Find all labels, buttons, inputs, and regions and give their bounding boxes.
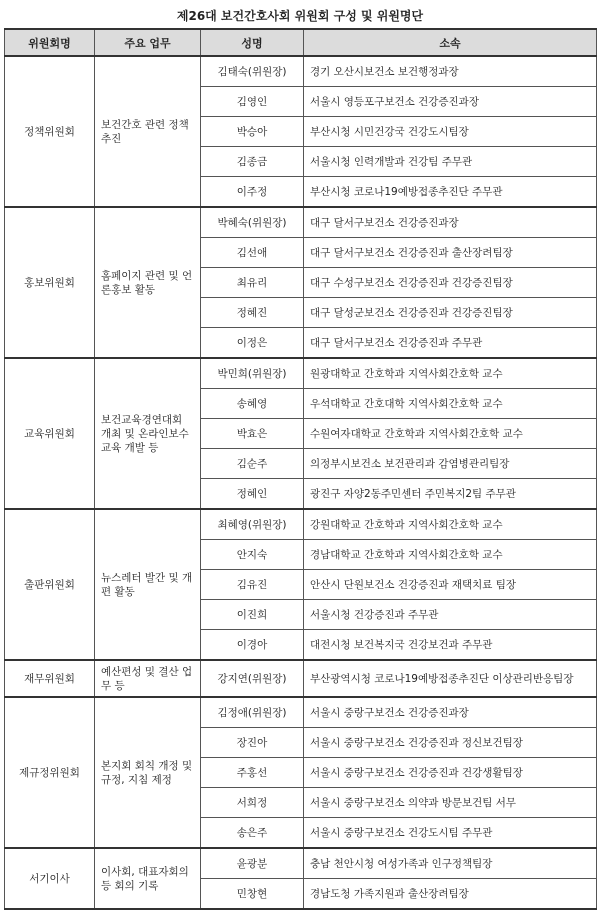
member-name: 이주정 [201, 177, 304, 208]
header-committee: 위원회명 [5, 29, 95, 56]
member-name: 이정은 [201, 328, 304, 359]
committee-name: 홍보위원회 [5, 207, 95, 358]
header-name: 성명 [201, 29, 304, 56]
member-affiliation: 대구 달서구보건소 건강증진과 주무관 [304, 328, 597, 359]
group-regulations [5, 697, 597, 848]
member-affiliation: 서울시 중랑구보건소 건강증진과 건강생활팀장 [304, 758, 597, 788]
table-row [5, 509, 597, 540]
member-affiliation: 대구 수성구보건소 건강증진과 건강증진팀장 [304, 268, 597, 298]
committee-duty: 뉴스레터 발간 및 개편 활동 [95, 509, 201, 660]
member-name: 김순주 [201, 449, 304, 479]
table-row [5, 660, 597, 697]
member-name: 정혜인 [201, 479, 304, 510]
group-policy [5, 56, 597, 207]
member-affiliation: 경기 오산시보건소 보건행정과장 [304, 56, 597, 87]
member-affiliation: 경남도청 가족지원과 출산장려팀장 [304, 879, 597, 910]
header-row [5, 29, 597, 56]
committee-duty: 홈페이지 관련 및 언론홍보 활동 [95, 207, 201, 358]
committee-duty: 본지회 회칙 개정 및 규정, 지침 제정 [95, 697, 201, 848]
header-affiliation: 소속 [304, 29, 597, 56]
member-name: 송혜영 [201, 389, 304, 419]
member-name: 김영인 [201, 87, 304, 117]
committee-table [4, 28, 597, 910]
table-row [5, 358, 597, 389]
member-name: 서희정 [201, 788, 304, 818]
table-row [5, 848, 597, 879]
member-affiliation: 원광대학교 간호학과 지역사회간호학 교수 [304, 358, 597, 389]
committee-duty: 보건간호 관련 정책 추진 [95, 56, 201, 207]
member-name: 안지숙 [201, 540, 304, 570]
member-affiliation: 서울시 중랑구보건소 건강증진과 정신보건팀장 [304, 728, 597, 758]
member-name: 강지연(위원장) [201, 660, 304, 697]
member-name: 최유리 [201, 268, 304, 298]
committee-name: 서기이사 [5, 848, 95, 909]
member-name: 송은주 [201, 818, 304, 849]
member-affiliation: 서울시청 건강증진과 주무관 [304, 600, 597, 630]
member-affiliation: 의정부시보건소 보건관리과 감염병관리팀장 [304, 449, 597, 479]
group-finance [5, 660, 597, 697]
member-name: 박민희(위원장) [201, 358, 304, 389]
member-name: 이경아 [201, 630, 304, 661]
committee-name: 제규정위원회 [5, 697, 95, 848]
member-name: 민창현 [201, 879, 304, 910]
member-affiliation: 부산시청 시민건강국 건강도시팀장 [304, 117, 597, 147]
member-affiliation: 서울시 중랑구보건소 건강증진과장 [304, 697, 597, 728]
committee-duty: 보건교육경연대회 개최 및 온라인보수교육 개발 등 [95, 358, 201, 509]
member-name: 박혜숙(위원장) [201, 207, 304, 238]
group-pr [5, 207, 597, 358]
member-affiliation: 서울시 중랑구보건소 건강도시팀 주무관 [304, 818, 597, 849]
member-affiliation: 서울시 중랑구보건소 의약과 방문보건팀 서무 [304, 788, 597, 818]
member-name: 김유진 [201, 570, 304, 600]
table-row [5, 697, 597, 728]
member-name: 김태숙(위원장) [201, 56, 304, 87]
member-name: 최혜영(위원장) [201, 509, 304, 540]
member-name: 장진아 [201, 728, 304, 758]
member-affiliation: 강원대학교 간호학과 지역사회간호학 교수 [304, 509, 597, 540]
member-affiliation: 광진구 자양2동주민센터 주민복지2팀 주무관 [304, 479, 597, 510]
committee-name: 교육위원회 [5, 358, 95, 509]
member-affiliation: 대구 달성군보건소 건강증진과 건강증진팀장 [304, 298, 597, 328]
group-publishing [5, 509, 597, 660]
member-affiliation: 수원여자대학교 간호학과 지역사회간호학 교수 [304, 419, 597, 449]
member-affiliation: 대구 달서구보건소 건강증진과장 [304, 207, 597, 238]
member-affiliation: 경남대학교 간호학과 지역사회간호학 교수 [304, 540, 597, 570]
group-secretary [5, 848, 597, 909]
member-name: 주홍선 [201, 758, 304, 788]
member-affiliation: 부산시청 코로나19예방접종추진단 주무관 [304, 177, 597, 208]
group-education [5, 358, 597, 509]
member-name: 이진희 [201, 600, 304, 630]
member-affiliation: 충남 천안시청 여성가족과 인구정책팀장 [304, 848, 597, 879]
member-affiliation: 안산시 단원보건소 건강증진과 재택치료 팀장 [304, 570, 597, 600]
member-name: 김정애(위원장) [201, 697, 304, 728]
table-row [5, 207, 597, 238]
member-name: 김선애 [201, 238, 304, 268]
member-affiliation: 서울시청 인력개발과 건강팀 주무관 [304, 147, 597, 177]
header-duty: 주요 업무 [95, 29, 201, 56]
member-name: 김종금 [201, 147, 304, 177]
member-affiliation: 서울시 영등포구보건소 건강증진과장 [304, 87, 597, 117]
committee-name: 출판위원회 [5, 509, 95, 660]
committee-name: 정책위원회 [5, 56, 95, 207]
member-name: 정혜진 [201, 298, 304, 328]
committee-duty: 이사회, 대표자회의 등 회의 기록 [95, 848, 201, 909]
committee-name: 재무위원회 [5, 660, 95, 697]
member-name: 박효은 [201, 419, 304, 449]
committee-duty: 예산편성 및 결산 업무 등 [95, 660, 201, 697]
member-affiliation: 부산광역시청 코로나19예방접종추진단 이상관리반응팀장 [304, 660, 597, 697]
document-title: 제26대 보건간호사회 위원회 구성 및 위원명단 [176, 9, 424, 23]
member-affiliation: 우석대학교 간호대학 지역사회간호학 교수 [304, 389, 597, 419]
member-name: 박승아 [201, 117, 304, 147]
table-row [5, 56, 597, 87]
member-name: 윤광분 [201, 848, 304, 879]
member-affiliation: 대구 달서구보건소 건강증진과 출산장려팀장 [304, 238, 597, 268]
member-affiliation: 대전시청 보건복지국 건강보건과 주무관 [304, 630, 597, 661]
